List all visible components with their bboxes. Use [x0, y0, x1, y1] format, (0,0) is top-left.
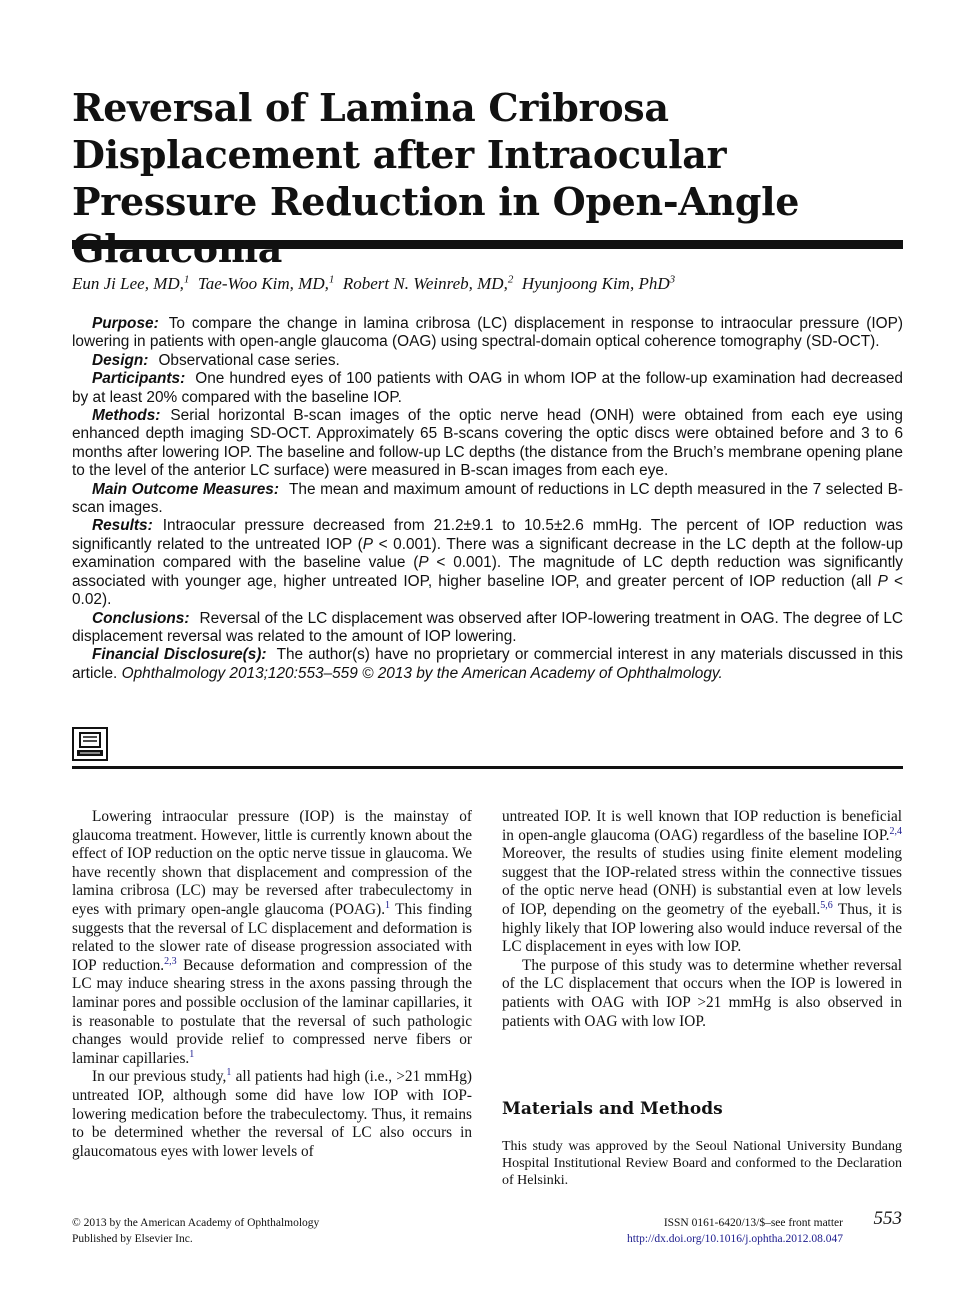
article-title: Reversal of Lamina Cribrosa Displacement after Intraocular Pressure Reduction in Open-Angle	[72, 85, 800, 224]
p-value-symbol: P	[418, 554, 429, 572]
abstract-label: Financial Disclosure(s):	[92, 646, 267, 664]
reference-link[interactable]: 5,6	[820, 899, 833, 911]
abstract	[72, 315, 903, 683]
abstract-text: Reversal of the LC displacement was observed after IOP-lowering treatment in OAG. The degree of LC displacement reversal was related to the amount of IOP lowering.	[72, 609, 903, 645]
abstract-results	[72, 517, 903, 609]
body-paragraph	[502, 808, 902, 957]
body-text: This finding suggests that the reversal of LC displacement and deformation is related to the slower rate of disease progression associated with IOP reduction.	[72, 900, 472, 974]
footer-right	[560, 1215, 843, 1247]
author-affiliation: 2	[507, 273, 514, 286]
abstract-text: Serial horizontal B-scan images of the optic nerve head (ONH) were obtained from each eye using enhanced depth imaging SD-OCT. Approximately 65 B-scans covering the optic discs were obtained before and 3 to 6 months after lowering IOP. The baseline and follow-up LC depths (the distance from the Bruch’s membrane opening plane to the level of the anterior LC surface) were measured in B-scan images from each eye.	[72, 407, 903, 480]
body-text: Because deformation and compression of the LC may induce shearing stress in the axons passing through the laminar pores and possible occlusion of the laminar capillaries, it is reasonable to postulate that the reversal of such pathologic changes would provide relief to compressed nerve fibers or laminar capillaries.	[72, 956, 472, 1067]
publisher-line: Published by Elsevier Inc.	[72, 1233, 193, 1245]
author-affiliation: 3	[669, 273, 676, 286]
body-text: Moreover, the results of studies using finite element modeling suggest that the IOP-related stress within the connective tissues of the optic nerve head (ONH) is substantial even at low levels of IOP, depending on the geometry of the eyeball.	[502, 845, 902, 918]
author-list	[72, 272, 903, 296]
abstract-rule	[72, 766, 903, 769]
author-name: Tae-Woo Kim, MD,	[197, 274, 329, 293]
body-paragraph	[72, 1068, 472, 1161]
abstract-text: To compare the change in lamina cribrosa (LC) displacement in response to intraocular pressure (IOP) lowering in patients with open-angle glaucoma (OAG) using spectral-domain optical coherence tomography (SD-OCT).	[72, 315, 903, 351]
reference-link[interactable]: 1	[226, 1067, 232, 1079]
p-value-symbol: P	[877, 572, 888, 590]
abstract-text: < 0.001). There was a significant decrease in the LC depth at the follow-up examination compared with the baseline value (	[72, 535, 903, 572]
author-affiliation: 1	[328, 273, 335, 286]
body-text: Thus, it is highly likely that IOP lowering also would induce reversal of the LC displacement in eyes with low IOP.	[502, 900, 902, 956]
reference-link[interactable]: 2,4	[889, 825, 902, 837]
journal-citation: Ophthalmology 2013;120:553–559 © 2013 by the American Academy of Ophthalmology.	[121, 664, 723, 682]
abstract-text: < 0.02).	[72, 572, 903, 609]
title-rule	[72, 240, 903, 249]
body-column-left	[72, 808, 472, 1161]
abstract-text: One hundred eyes of 100 patients with OAG in whom IOP at the follow-up examination had decreased by at least 20% compared with the baseline IOP.	[72, 370, 903, 406]
author-name: Hyunjoong Kim, PhD	[521, 274, 670, 293]
p-value-symbol: P	[362, 535, 373, 553]
abstract-disclosure	[72, 646, 903, 683]
abstract-purpose	[72, 315, 903, 352]
abstract-label: Design:	[92, 351, 149, 369]
abstract-label: Conclusions:	[92, 609, 190, 627]
abstract-outcome	[72, 481, 903, 518]
copyright-line: © 2013 by the American Academy of Ophthalmology	[72, 1217, 320, 1229]
abstract-label: Participants:	[92, 370, 186, 388]
computer-monitor-icon	[72, 727, 108, 761]
author-name: Robert N. Weinreb, MD,	[342, 274, 508, 293]
body-paragraph	[72, 808, 472, 1068]
body-text: In our previous study,	[92, 1068, 227, 1086]
body-text: all patients had high (i.e., >21 mmHg) untreated IOP, although some did have low IOP with IOP-lowering medication before the trabeculectomy. Thus, it remains to be determined whether the reversal of LC also occurs in glaucomatous eyes with lower levels of	[72, 1068, 472, 1160]
reference-link[interactable]: 1	[189, 1048, 195, 1060]
abstract-conclusions	[72, 610, 903, 647]
abstract-label: Methods:	[92, 407, 161, 425]
abstract-label: Main Outcome Measures:	[92, 480, 279, 498]
author-affiliation: 1	[183, 273, 190, 286]
footer-left	[72, 1215, 319, 1247]
body-paragraph: The purpose of this study was to determine whether reversal of the LC displacement that occurs when the IOP is lowered in patients with OAG with IOP >21 mmHg is also observed in patients with OAG with low IOP.	[502, 956, 902, 1030]
abstract-text: The author(s) have no proprietary or commercial interest in any materials discussed in this article.	[72, 646, 903, 682]
reference-link[interactable]: 2,3	[164, 955, 177, 967]
abstract-methods	[72, 407, 903, 481]
abstract-text: The mean and maximum amount of reductions in LC depth measured in the 7 selected B-scan images.	[72, 480, 904, 517]
abstract-text: Intraocular pressure decreased from 21.2±9.1 to 10.5±2.6 mmHg. The percent of IOP reduction was significantly related to the untreated IOP (	[72, 517, 903, 553]
body-text: untreated IOP. It is well known that IOP reduction is beneficial in open-angle glaucoma (OAG) regardless of the baseline IOP.	[502, 808, 902, 844]
abstract-text: Observational case series.	[158, 351, 340, 369]
abstract-text: < 0.001). The magnitude of LC depth reduction was significantly associated with younger age, higher untreated IOP, higher baseline IOP, and greater percent of IOP reduction (all	[72, 554, 903, 590]
abstract-label: Purpose:	[92, 315, 159, 332]
issn-line: ISSN 0161-6420/13/$–see front matter	[663, 1217, 843, 1229]
abstract-label: Results:	[92, 517, 153, 535]
reference-link[interactable]: 1	[385, 899, 391, 911]
page-number: 553	[873, 1208, 902, 1229]
doi-link[interactable]: http://dx.doi.org/10.1016/j.ophtha.2012.08.047	[626, 1233, 843, 1245]
section-heading: Materials and Methods	[502, 1099, 723, 1119]
abstract-participants	[72, 370, 903, 407]
author-name: Eun Ji Lee, MD,	[72, 274, 184, 293]
abstract-design	[72, 352, 903, 370]
body-text: Lowering intraocular pressure (IOP) is the mainstay of glaucoma treatment. However, little is currently known about the effect of IOP reduction on the optic nerve tissue in glaucoma. We have recently shown that displacement and compression of the lamina cribrosa (LC) may be reversed after trabeculectomy in eyes with primary open-angle glaucoma (POAG).	[72, 808, 472, 918]
section-paragraph: This study was approved by the Seoul National University Bundang Hospital Institutional Review Board and conformed to the Declaration of Helsinki.	[502, 1139, 902, 1188]
body-column-right	[502, 808, 902, 1031]
